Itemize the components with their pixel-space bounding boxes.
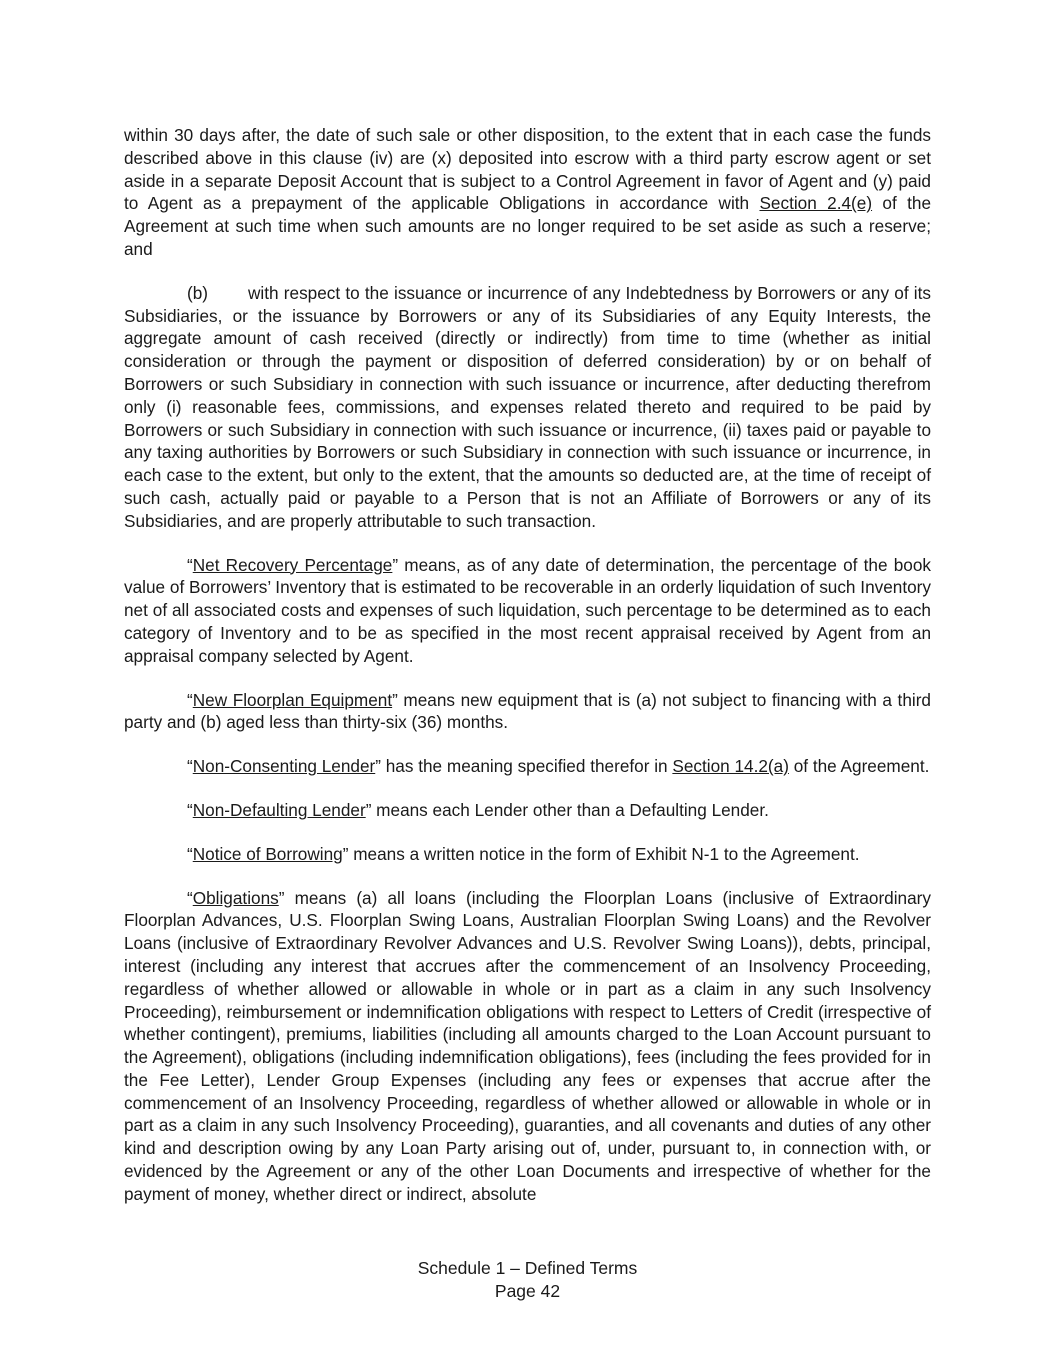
definition-new-floorplan-equipment [124, 689, 931, 735]
paragraph-text: within 30 days after, the date of such sale or other disposition, to the extent that in each case the funds described above in this clause (iv) are (x) deposited into escrow with a third party escrow agent or set aside in a separate Deposit Account that is subject to a Control Agreement in favor of Agent and (y) paid to Agent as a prepayment of the applicable Obligations in accordance with [124, 125, 931, 214]
open-quote: “ [187, 554, 193, 575]
section-reference: Section 2.4(e) [759, 193, 873, 214]
defined-term: Non-Consenting Lender [192, 756, 376, 777]
defined-term: Notice of Borrowing [192, 843, 343, 864]
open-quote: “ [187, 689, 193, 710]
defined-term: Obligations [192, 887, 279, 908]
open-quote: “ [187, 843, 193, 864]
open-quote: “ [187, 799, 193, 820]
open-quote: “ [187, 887, 193, 908]
definition-non-consenting-lender [124, 755, 931, 778]
definition-text: of the Agreement. [788, 756, 930, 777]
definition-text: ” means new equipment that is (a) not subject to financing with a third party and (b) aged less than thirty-six (36) months. [124, 689, 931, 733]
definition-net-recovery-percentage [124, 554, 931, 668]
clause-b [124, 282, 931, 533]
paragraph-text: of the Agreement at such time when such amounts are no longer required to be set aside as such a reserve; and [124, 193, 932, 259]
footer-title: Schedule 1 – Defined Terms [417, 1258, 638, 1278]
defined-term: Net Recovery Percentage [192, 554, 393, 575]
section-reference: Section 14.2(a) [672, 756, 789, 777]
clause-number: (b) [187, 282, 209, 303]
defined-term: Non-Defaulting Lender [192, 799, 366, 820]
definition-text: ” means a written notice in the form of Exhibit N-1 to the Agreement. [342, 843, 860, 864]
definition-text: ” means each Lender other than a Defaulting Lender. [365, 799, 769, 820]
definition-notice-of-borrowing [124, 843, 931, 866]
definition-obligations [124, 887, 931, 1206]
definition-non-defaulting-lender [124, 799, 931, 822]
page-number: Page 42 [494, 1281, 561, 1301]
paragraph-continuation [124, 124, 931, 261]
definition-text: ” means, as of any date of determination, the percentage of the book value of Borrowers’ Inventory that is estimated to be recoverable in an orderly liquidation of such Inventory net of all associated costs and expenses of such liquidation, such percentage to be determined as to each category of Inventory and to be as specified in the most recent appraisal received by Agent from an appraisal company selected by Agent. [124, 554, 931, 666]
paragraph-text: with respect to the issuance or incurrence of any Indebtedness by Borrowers or any of its Subsidiaries, or the issuance by Borrowers or any of its Subsidiaries of any Equity Interests, the aggregate amount of cash received (directly or indirectly) from time to time (whether as initial consideration or through the payment or disposition of deferred consideration) by or on behalf of Borrowers or such Subsidiary in connection with such issuance or incurrence, after deducting therefrom only (i) reasonable fees, commissions, and expenses related thereto and required to be paid by Borrowers or such Subsidiary in connection with such issuance or incurrence, (ii) taxes paid or payable to any taxing authorities by Borrowers or such Subsidiary in connection with such issuance or incurrence, in each case to the extent, but only to the extent, that the amounts so deducted are, at the time of receipt of such cash, actually paid or payable to a Person that is not an Affiliate of Borrowers or any of its Subsidiaries, and are properly attributable to such transaction. [124, 282, 931, 531]
defined-term: New Floorplan Equipment [192, 689, 393, 710]
definition-text: ” means (a) all loans (including the Floorplan Loans (inclusive of Extraordinary Floorplan Advances, U.S. Floorplan Swing Loans, Australian Floorplan Swing Loans) and the Revolver Loans (inclusive of Extraordinary Revolver Advances and U.S. Revolver Swing Loans)), debts, principal, interest (including any interest that accrues after the commencement of an Insolvency Proceeding, regardless of whether allowed or allowable in whole or in part as a claim in any such Insolvency Proceeding), reimbursement or indemnification obligations with respect to Letters of Credit (irrespective of whether contingent), premiums, liabilities (including all amounts charged to the Loan Account pursuant to the Agreement), obligations (including indemnification obligations), fees (including the fees provided for in the Fee Letter), Lender Group Expenses (including any fees or expenses that accrue after the commencement of an Insolvency Proceeding, regardless of whether allowed or allowable in whole or in part as a claim in any such Insolvency Proceeding), guaranties, and all covenants and duties of any other kind and description owing by any Loan Party arising out of, under, pursuant to, in connection with, or evidenced by the Agreement or any of the other Loan Documents and irrespective of whether for the payment of money, whether direct or indirect, absolute [124, 887, 931, 1204]
definition-text: ” has the meaning specified therefor in [375, 756, 673, 777]
open-quote: “ [187, 756, 193, 777]
document-body [124, 124, 931, 1227]
page-footer [0, 1257, 1055, 1303]
